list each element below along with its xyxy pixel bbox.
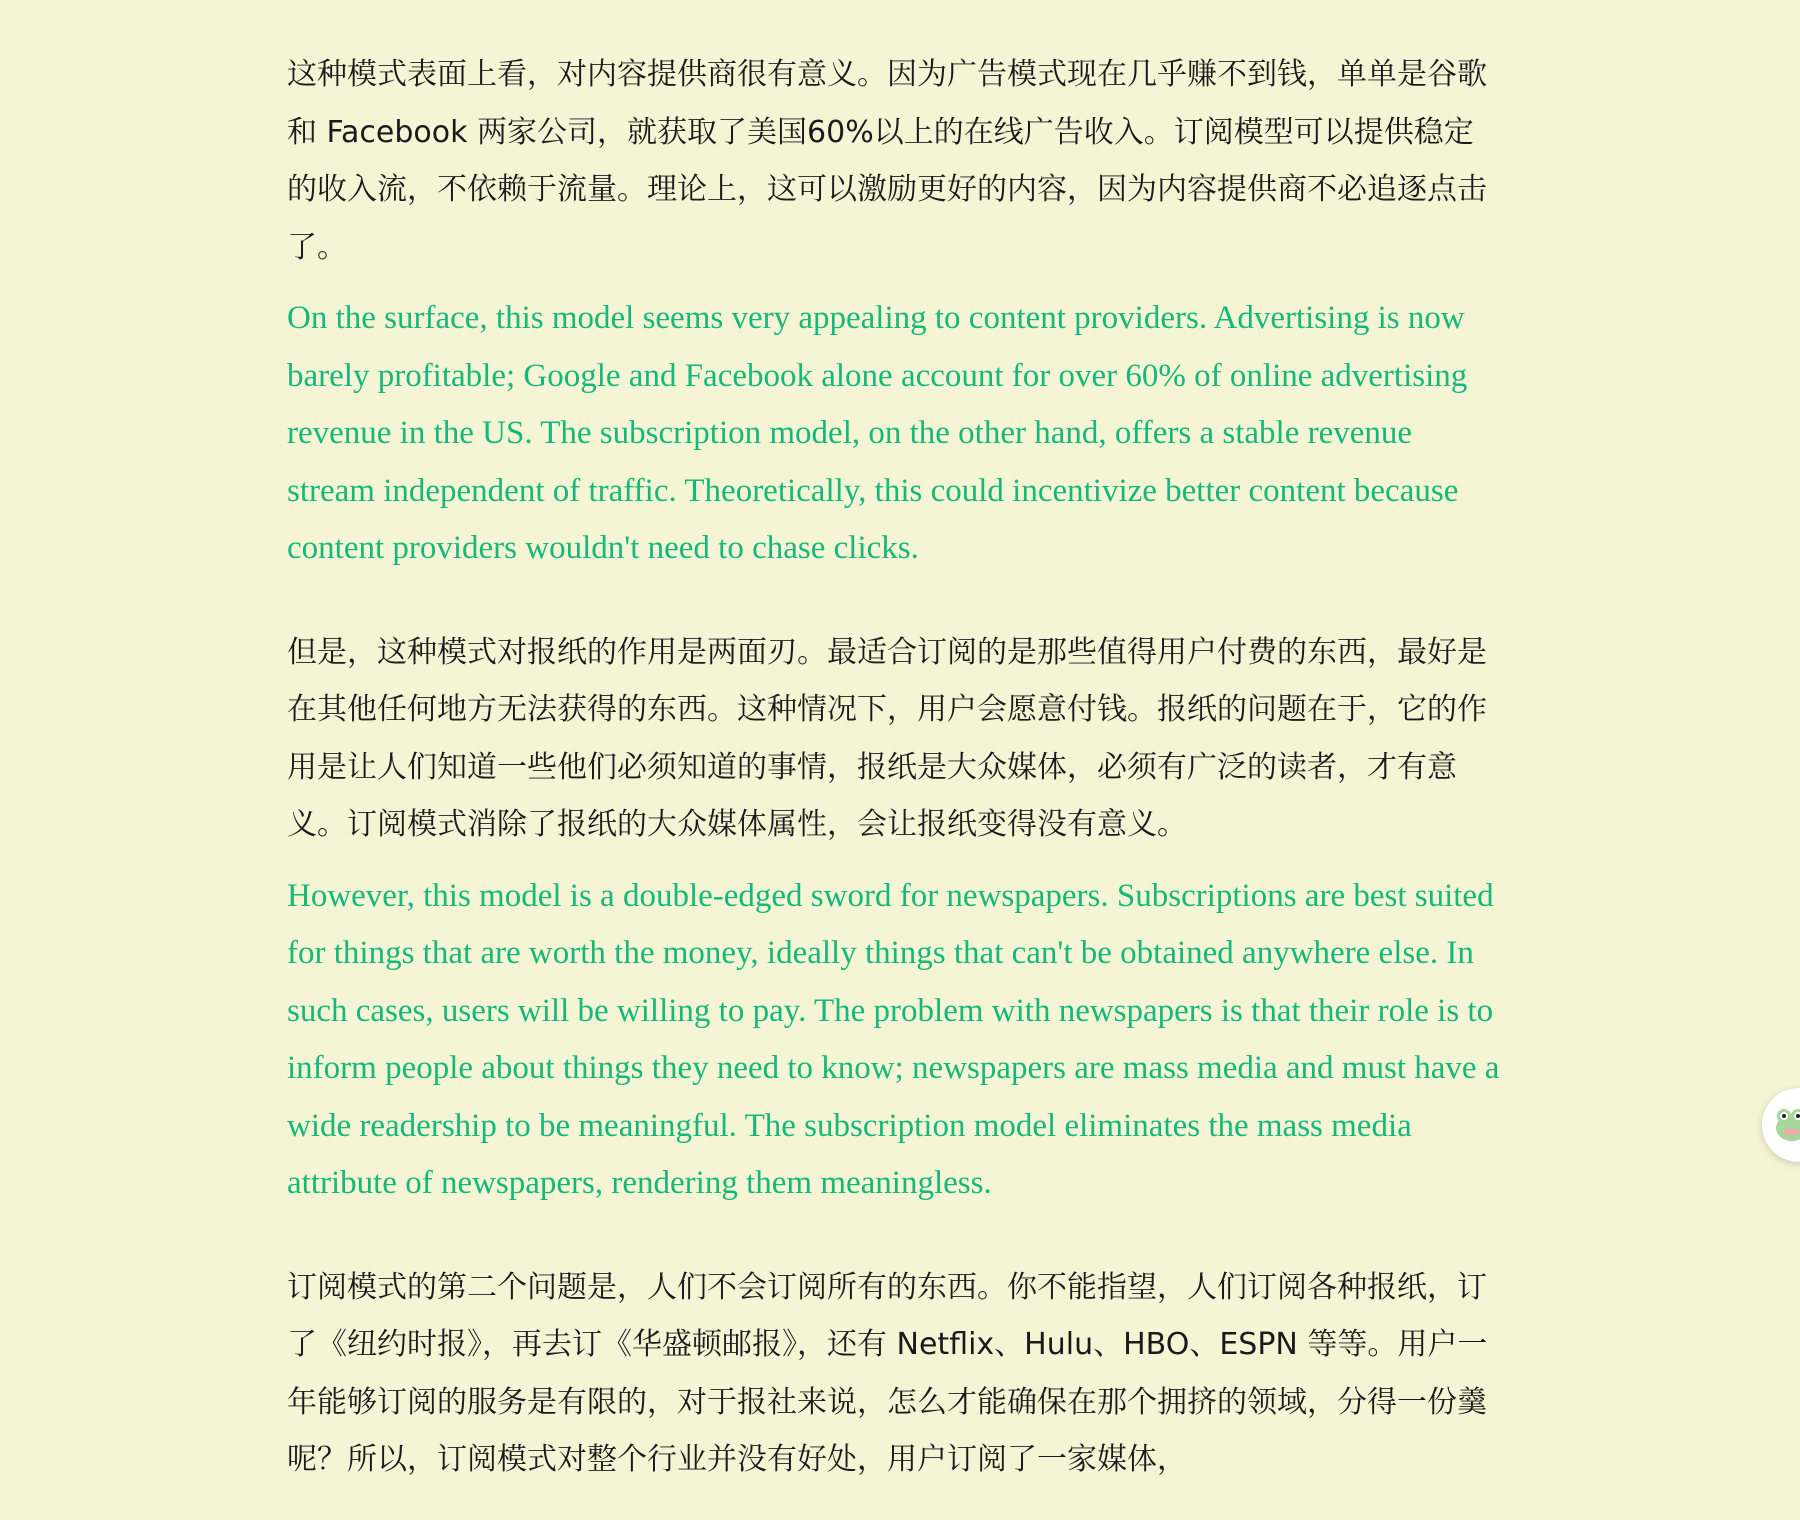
- paragraph-zh-3: 订阅模式的第二个问题是，人们不会订阅所有的东西。你不能指望，人们订阅各种报纸，订了《纽约时报》，再去订《华盛顿邮报》，还有 Netflix、Hulu、HBO、ESPN 等等。用户一年能够订阅的服务是有限的，对于报社来说，怎么才能确保在那个拥挤的领域，分得一份羹呢？所以，订阅模式对整个行业并没有好处，用户订阅了一家媒体，: [287, 1269, 1488, 1477]
- paragraph-en-1: On the surface, this model seems very appealing to content providers. Advertising is now barely profitable; Google and Facebook alone account for over 60% of online advertising revenue in the US. The subscription model, on the other hand, offers a stable revenue stream independent of traffic. Theoretically, this could incentivize better content because content providers wouldn't need to chase clicks.: [287, 300, 1468, 566]
- paragraph-zh-1: 这种模式表面上看，对内容提供商很有意义。因为广告模式现在几乎赚不到钱，单单是谷歌和 Facebook 两家公司，就获取了美国60%以上的在线广告收入。订阅模型可以提供稳定的收入流，不依赖于流量。理论上，这可以激励更好的内容，因为内容提供商不必追逐点击了。: [287, 57, 1487, 265]
- article-body: [287, 46, 1502, 1489]
- frog-mascot-icon: [1770, 1104, 1800, 1144]
- floating-assistant-button[interactable]: [1762, 1088, 1800, 1162]
- paragraph-zh-2: 但是，这种模式对报纸的作用是两面刃。最适合订阅的是那些值得用户付费的东西，最好是在其他任何地方无法获得的东西。这种情况下，用户会愿意付钱。报纸的问题在于，它的作用是让人们知道一些他们必须知道的事情，报纸是大众媒体，必须有广泛的读者，才有意义。订阅模式消除了报纸的大众媒体属性，会让报纸变得没有意义。: [287, 634, 1487, 842]
- paragraph-en-2: However, this model is a double-edged sword for newspapers. Subscriptions are best suited for things that are worth the money, ideally things that can't be obtained anywhere else. In such cases, users will be willing to pay. The problem with newspapers is that their role is to inform people about things they need to know; newspapers are mass media and must have a wide readership to be meaningful. The subscription model eliminates the mass media attribute of newspapers, rendering them meaningless.: [287, 877, 1500, 1201]
